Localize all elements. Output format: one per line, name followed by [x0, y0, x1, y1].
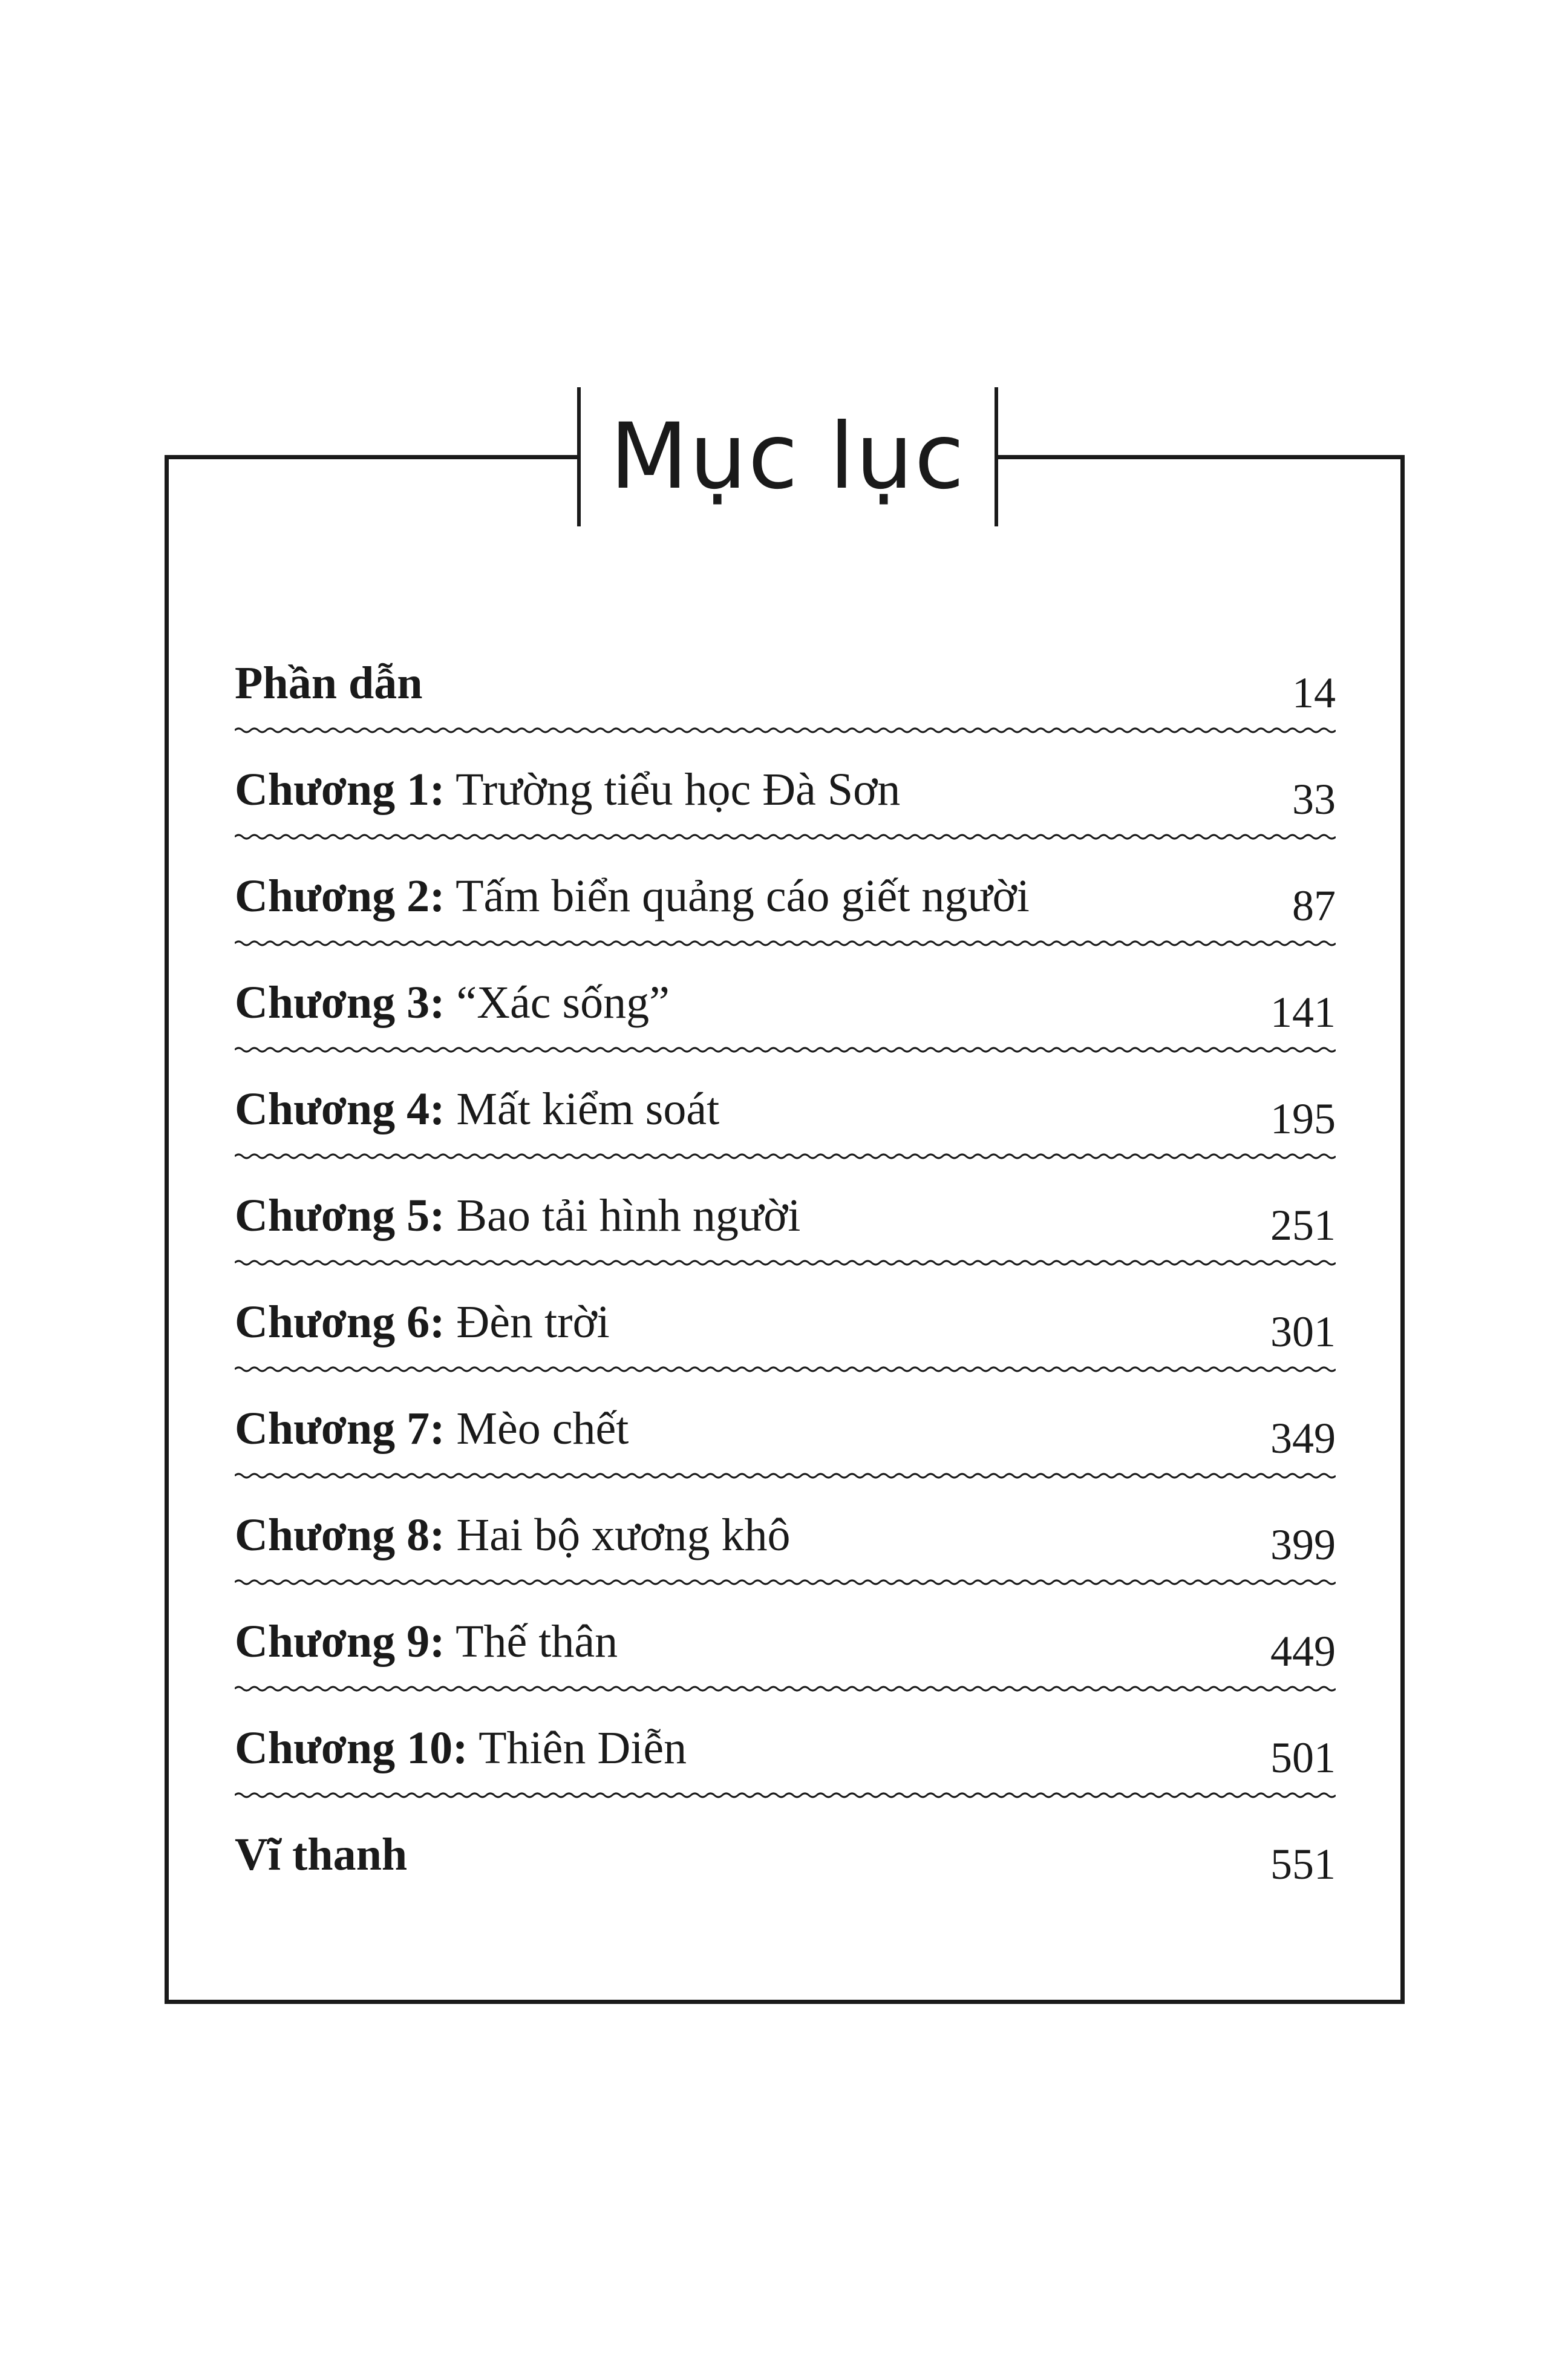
toc-entry-text — [235, 975, 670, 1030]
toc-entry-text — [235, 1721, 687, 1775]
toc-entry-title: Bao tải hình người — [456, 1190, 801, 1241]
title-right-bar — [995, 387, 998, 526]
toc-entry-text — [235, 656, 423, 710]
toc-entry — [235, 1174, 1336, 1280]
toc-list — [235, 641, 1336, 1919]
toc-entry-title: Trường tiểu học Đà Sơn — [456, 764, 901, 815]
toc-entry-text — [235, 1295, 610, 1349]
wavy-separator — [235, 726, 1336, 735]
toc-entry-title: Đèn trời — [456, 1297, 610, 1347]
toc-entry-page: 14 — [1292, 669, 1336, 717]
toc-entry-title: Thế thân — [456, 1616, 618, 1667]
wavy-separator — [235, 1578, 1336, 1586]
toc-entry — [235, 748, 1336, 854]
toc-entry-prefix: Chương 1: — [235, 764, 445, 815]
toc-entry — [235, 1067, 1336, 1174]
toc-entry — [235, 1813, 1336, 1919]
toc-entry-title: Hai bộ xương khô — [456, 1510, 791, 1560]
toc-entry-prefix: Chương 5: — [235, 1190, 445, 1241]
toc-entry-text — [235, 869, 1030, 923]
toc-entry-title: Thiên Diễn — [479, 1723, 687, 1773]
toc-entry — [235, 1706, 1336, 1813]
toc-entry-title: Tấm biển quảng cáo giết người — [456, 871, 1030, 922]
toc-entry — [235, 641, 1336, 748]
wavy-separator — [235, 1472, 1336, 1480]
wavy-separator — [235, 1152, 1336, 1161]
toc-entry-page: 551 — [1270, 1840, 1336, 1888]
toc-entry-page: 449 — [1270, 1627, 1336, 1675]
toc-entry — [235, 1280, 1336, 1387]
toc-entry — [235, 961, 1336, 1067]
toc-entry-page: 501 — [1270, 1734, 1336, 1782]
toc-entry-prefix: Chương 8: — [235, 1510, 445, 1560]
toc-entry-page: 195 — [1270, 1095, 1336, 1143]
toc-entry-prefix: Chương 4: — [235, 1084, 445, 1134]
toc-entry-prefix: Chương 6: — [235, 1297, 445, 1347]
wavy-separator — [235, 1259, 1336, 1267]
page-title: Mục lục — [610, 404, 965, 509]
toc-entry-title: Mất kiểm soát — [456, 1084, 720, 1134]
wavy-separator — [235, 1365, 1336, 1373]
toc-entry-text — [235, 1508, 791, 1562]
toc-entry-prefix: Chương 3: — [235, 977, 445, 1028]
toc-entry-prefix: Chương 2: — [235, 871, 445, 922]
toc-entry-text — [235, 1188, 800, 1243]
toc-entry-page: 349 — [1270, 1414, 1336, 1462]
toc-entry-text — [235, 1401, 629, 1456]
toc-entry — [235, 1387, 1336, 1493]
wavy-separator — [235, 1684, 1336, 1693]
wavy-separator — [235, 939, 1336, 948]
toc-entry-text — [235, 1614, 618, 1669]
title-block — [577, 387, 998, 526]
toc-entry-title: Mèo chết — [456, 1403, 629, 1454]
toc-entry — [235, 1600, 1336, 1706]
wavy-separator — [235, 1791, 1336, 1799]
toc-entry-prefix: Phần dẫn — [235, 658, 423, 709]
toc-entry-prefix: Chương 9: — [235, 1616, 445, 1667]
toc-entry — [235, 854, 1336, 961]
toc-entry-prefix: Chương 10: — [235, 1723, 468, 1773]
wavy-separator — [235, 1046, 1336, 1054]
toc-entry-text — [235, 1082, 719, 1136]
toc-entry-text — [235, 1827, 407, 1882]
toc-entry-title: “Xác sống” — [456, 977, 670, 1028]
toc-entry-prefix: Vĩ thanh — [235, 1829, 408, 1880]
toc-entry — [235, 1493, 1336, 1600]
toc-entry-page: 33 — [1292, 775, 1336, 823]
toc-entry-page: 399 — [1270, 1521, 1336, 1569]
wavy-separator — [235, 833, 1336, 841]
toc-entry-text — [235, 762, 900, 817]
toc-entry-page: 87 — [1292, 882, 1336, 930]
toc-entry-page: 301 — [1270, 1308, 1336, 1356]
toc-entry-page: 141 — [1270, 988, 1336, 1036]
toc-entry-page: 251 — [1270, 1201, 1336, 1249]
toc-entry-prefix: Chương 7: — [235, 1403, 445, 1454]
